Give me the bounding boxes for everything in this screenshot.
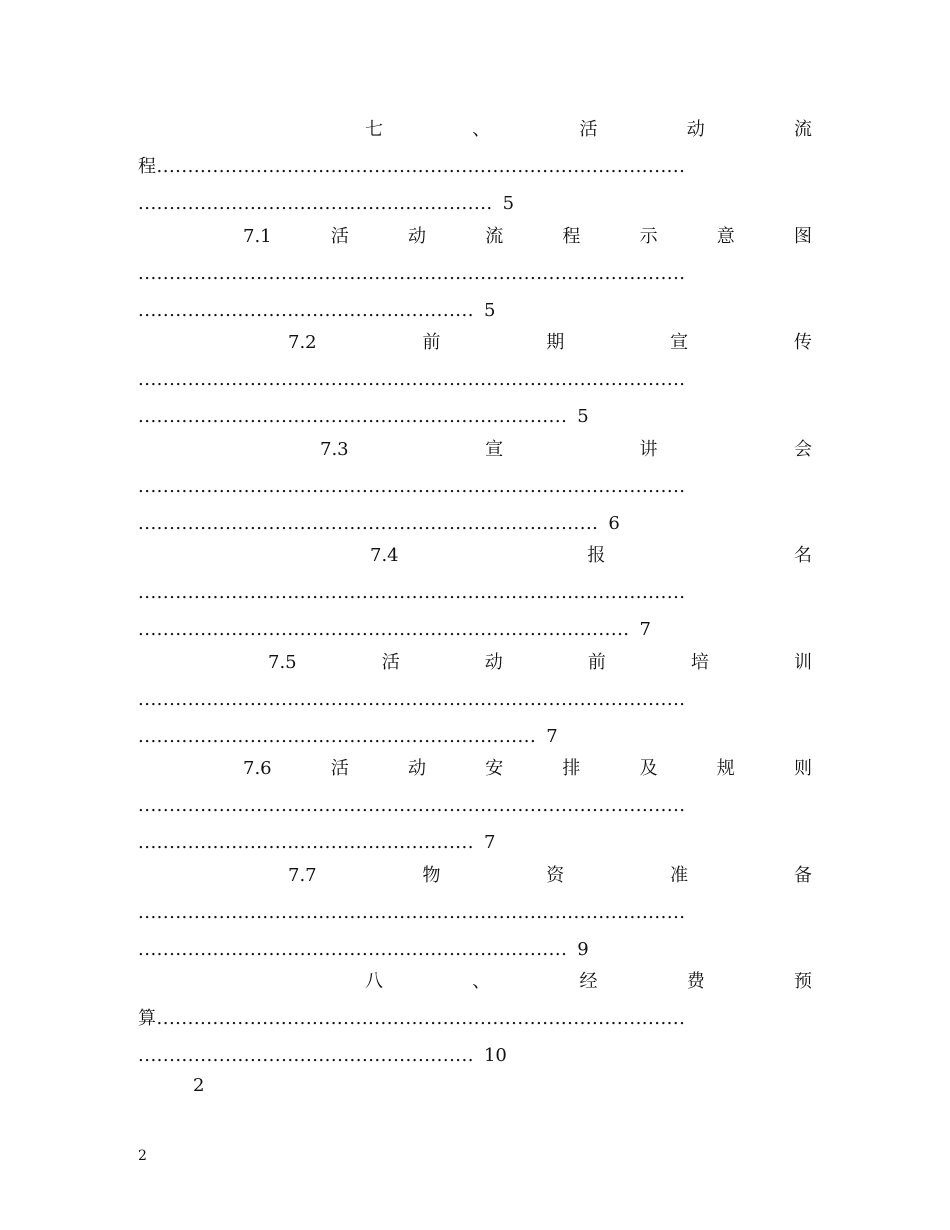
toc-heading-part: 费 (686, 971, 705, 992)
toc-heading-wrap: 程 (138, 156, 157, 177)
leader-dots: ........................................................................................ (138, 369, 686, 390)
toc-heading-part: 图 (793, 225, 812, 247)
toc-leader-tail (138, 405, 589, 429)
toc-heading-part: 前 (587, 651, 606, 673)
toc-leader-tail (138, 512, 620, 536)
leader-dots: ..................................................................... (138, 406, 568, 427)
toc-leader-dots (138, 581, 812, 605)
toc-leader-dots (138, 155, 812, 179)
toc-leader-tail (138, 618, 651, 642)
toc-heading-part: 传 (793, 332, 812, 353)
toc-heading-part: 讲 (639, 438, 658, 460)
toc-page-number: 5 (577, 406, 589, 427)
toc-heading-part: 及 (639, 758, 658, 779)
leader-dots: ........................................................................................ (138, 475, 686, 497)
toc-leader-dots (138, 262, 812, 286)
toc-entry-heading[interactable] (365, 970, 812, 994)
toc-heading-part: 动 (408, 758, 427, 779)
toc-heading-part: 备 (793, 864, 812, 886)
leader-dots: ..................................................................... (138, 938, 568, 960)
toc-heading-part: 7.6 (243, 758, 272, 779)
leader-dots: .......................................................................... (138, 512, 599, 534)
toc-page-number: 5 (502, 193, 515, 214)
toc-heading-part: 7.5 (268, 651, 297, 673)
toc-heading-part: 前 (422, 332, 441, 353)
leader-dots: ........................................................................................ (138, 688, 686, 710)
toc-heading-part: 7.1 (243, 225, 272, 247)
leader-dots: ..................................................................................... (156, 156, 686, 177)
toc-heading-part: 流 (485, 225, 504, 247)
toc-page-number: 6 (608, 512, 620, 534)
toc-leader-dots (138, 475, 812, 499)
toc-leader-tail (138, 192, 514, 216)
inline-page-number: 2 (193, 1075, 205, 1096)
toc-heading-part: 动 (484, 651, 503, 673)
toc-heading-part: 活 (579, 119, 598, 140)
toc-page-number: 10 (483, 1045, 507, 1066)
toc-heading-part: 期 (546, 332, 565, 353)
toc-entry-heading[interactable] (243, 225, 812, 249)
leader-dots: ......................................................... (138, 193, 493, 214)
leader-dots: ........................................................................................ (138, 795, 686, 816)
leader-dots: ...................................................... (138, 1045, 474, 1066)
toc-heading-part: 七 (365, 119, 383, 140)
toc-heading-part: 7.7 (288, 864, 317, 886)
toc-leader-dots (138, 794, 812, 818)
toc-heading-part: 安 (485, 758, 504, 779)
toc-entry-heading[interactable] (365, 118, 812, 142)
toc-entry-heading[interactable] (288, 331, 812, 355)
toc-heading-part: 程 (562, 225, 581, 247)
toc-entry-heading[interactable] (320, 438, 812, 462)
toc-page-number: 7 (639, 619, 651, 640)
toc-heading-part: 7.2 (288, 332, 317, 353)
toc-heading-part: 意 (716, 225, 735, 247)
toc-heading-part: 物 (422, 864, 441, 886)
leader-dots: ................................................................ (138, 725, 537, 747)
leader-dots: ...................................................... (138, 299, 474, 321)
toc-heading-part: 、 (472, 971, 491, 992)
toc-heading-part: 预 (794, 971, 812, 992)
toc-leader-tail (138, 299, 495, 323)
toc-page-number: 7 (546, 725, 558, 747)
toc-leader-tail (138, 1044, 507, 1068)
toc-heading-part: 动 (686, 119, 705, 140)
toc-heading-part: 7.3 (320, 438, 349, 460)
toc-heading-part: 、 (472, 119, 491, 140)
toc-leader-tail (138, 831, 495, 855)
leader-dots: ............................................................................... (138, 619, 630, 640)
toc-heading-part: 7.4 (370, 545, 399, 566)
toc-heading-part: 动 (408, 225, 427, 247)
leader-dots: ..................................................................................... (156, 1008, 686, 1029)
toc-leader-dots (138, 1007, 812, 1031)
toc-heading-part: 会 (794, 438, 812, 460)
footer-page-number: 2 (138, 1148, 147, 1164)
toc-heading-part: 八 (365, 971, 383, 992)
toc-entry-heading[interactable] (370, 544, 812, 568)
toc-heading-part: 活 (330, 758, 349, 779)
toc-heading-part: 示 (639, 225, 658, 247)
toc-page-number: 7 (483, 832, 496, 853)
leader-dots: ...................................................... (138, 832, 474, 853)
toc-leader-dots (138, 688, 812, 712)
toc-leader-dots (138, 368, 812, 392)
toc-entry-heading[interactable] (268, 651, 812, 675)
toc-heading-part: 活 (381, 651, 400, 673)
toc-heading-part: 排 (562, 758, 581, 779)
leader-dots: ........................................................................................ (138, 262, 686, 284)
toc-heading-part: 则 (793, 758, 812, 779)
toc-heading-part: 宣 (485, 438, 504, 460)
toc-heading-part: 培 (690, 651, 709, 673)
toc-heading-part: 经 (579, 971, 598, 992)
toc-heading-part: 名 (793, 545, 812, 566)
toc-heading-wrap: 算 (138, 1008, 157, 1029)
toc-entry-heading[interactable] (288, 864, 812, 888)
toc-heading-part: 报 (587, 545, 606, 566)
toc-heading-part: 宣 (670, 332, 689, 353)
toc-heading-part: 训 (793, 651, 812, 673)
toc-leader-tail (138, 725, 558, 749)
toc-page-number: 9 (577, 938, 589, 960)
toc-heading-part: 规 (716, 758, 735, 779)
toc-heading-part: 流 (794, 119, 812, 140)
leader-dots: ........................................................................................ (138, 582, 686, 603)
toc-leader-tail (138, 938, 589, 962)
toc-leader-dots (138, 901, 812, 925)
leader-dots: ........................................................................................ (138, 901, 686, 923)
toc-heading-part: 活 (330, 225, 349, 247)
toc-heading-part: 资 (546, 864, 565, 886)
toc-heading-part: 准 (670, 864, 689, 886)
toc-entry-heading[interactable] (243, 757, 812, 781)
toc-page-number: 5 (483, 299, 496, 321)
